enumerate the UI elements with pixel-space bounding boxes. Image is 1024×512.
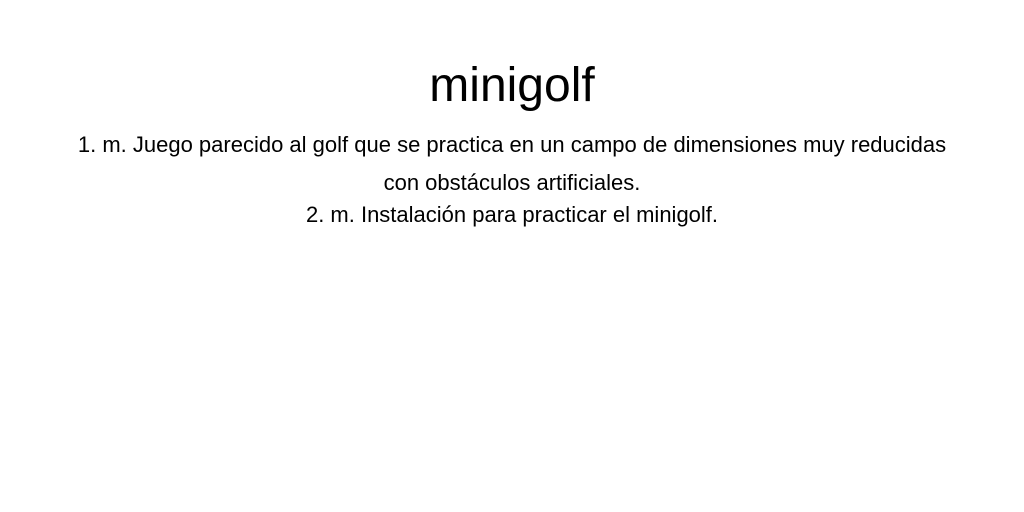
headword: minigolf (429, 59, 595, 112)
definition-2: 2. m. Instalación para practicar el minigolf. (305, 202, 719, 227)
definition-list (62, 126, 962, 234)
definition-1: 1. m. Juego parecido al golf que se practica en un campo de dimensiones muy reducidas con obstáculos artificiales. (77, 132, 947, 195)
